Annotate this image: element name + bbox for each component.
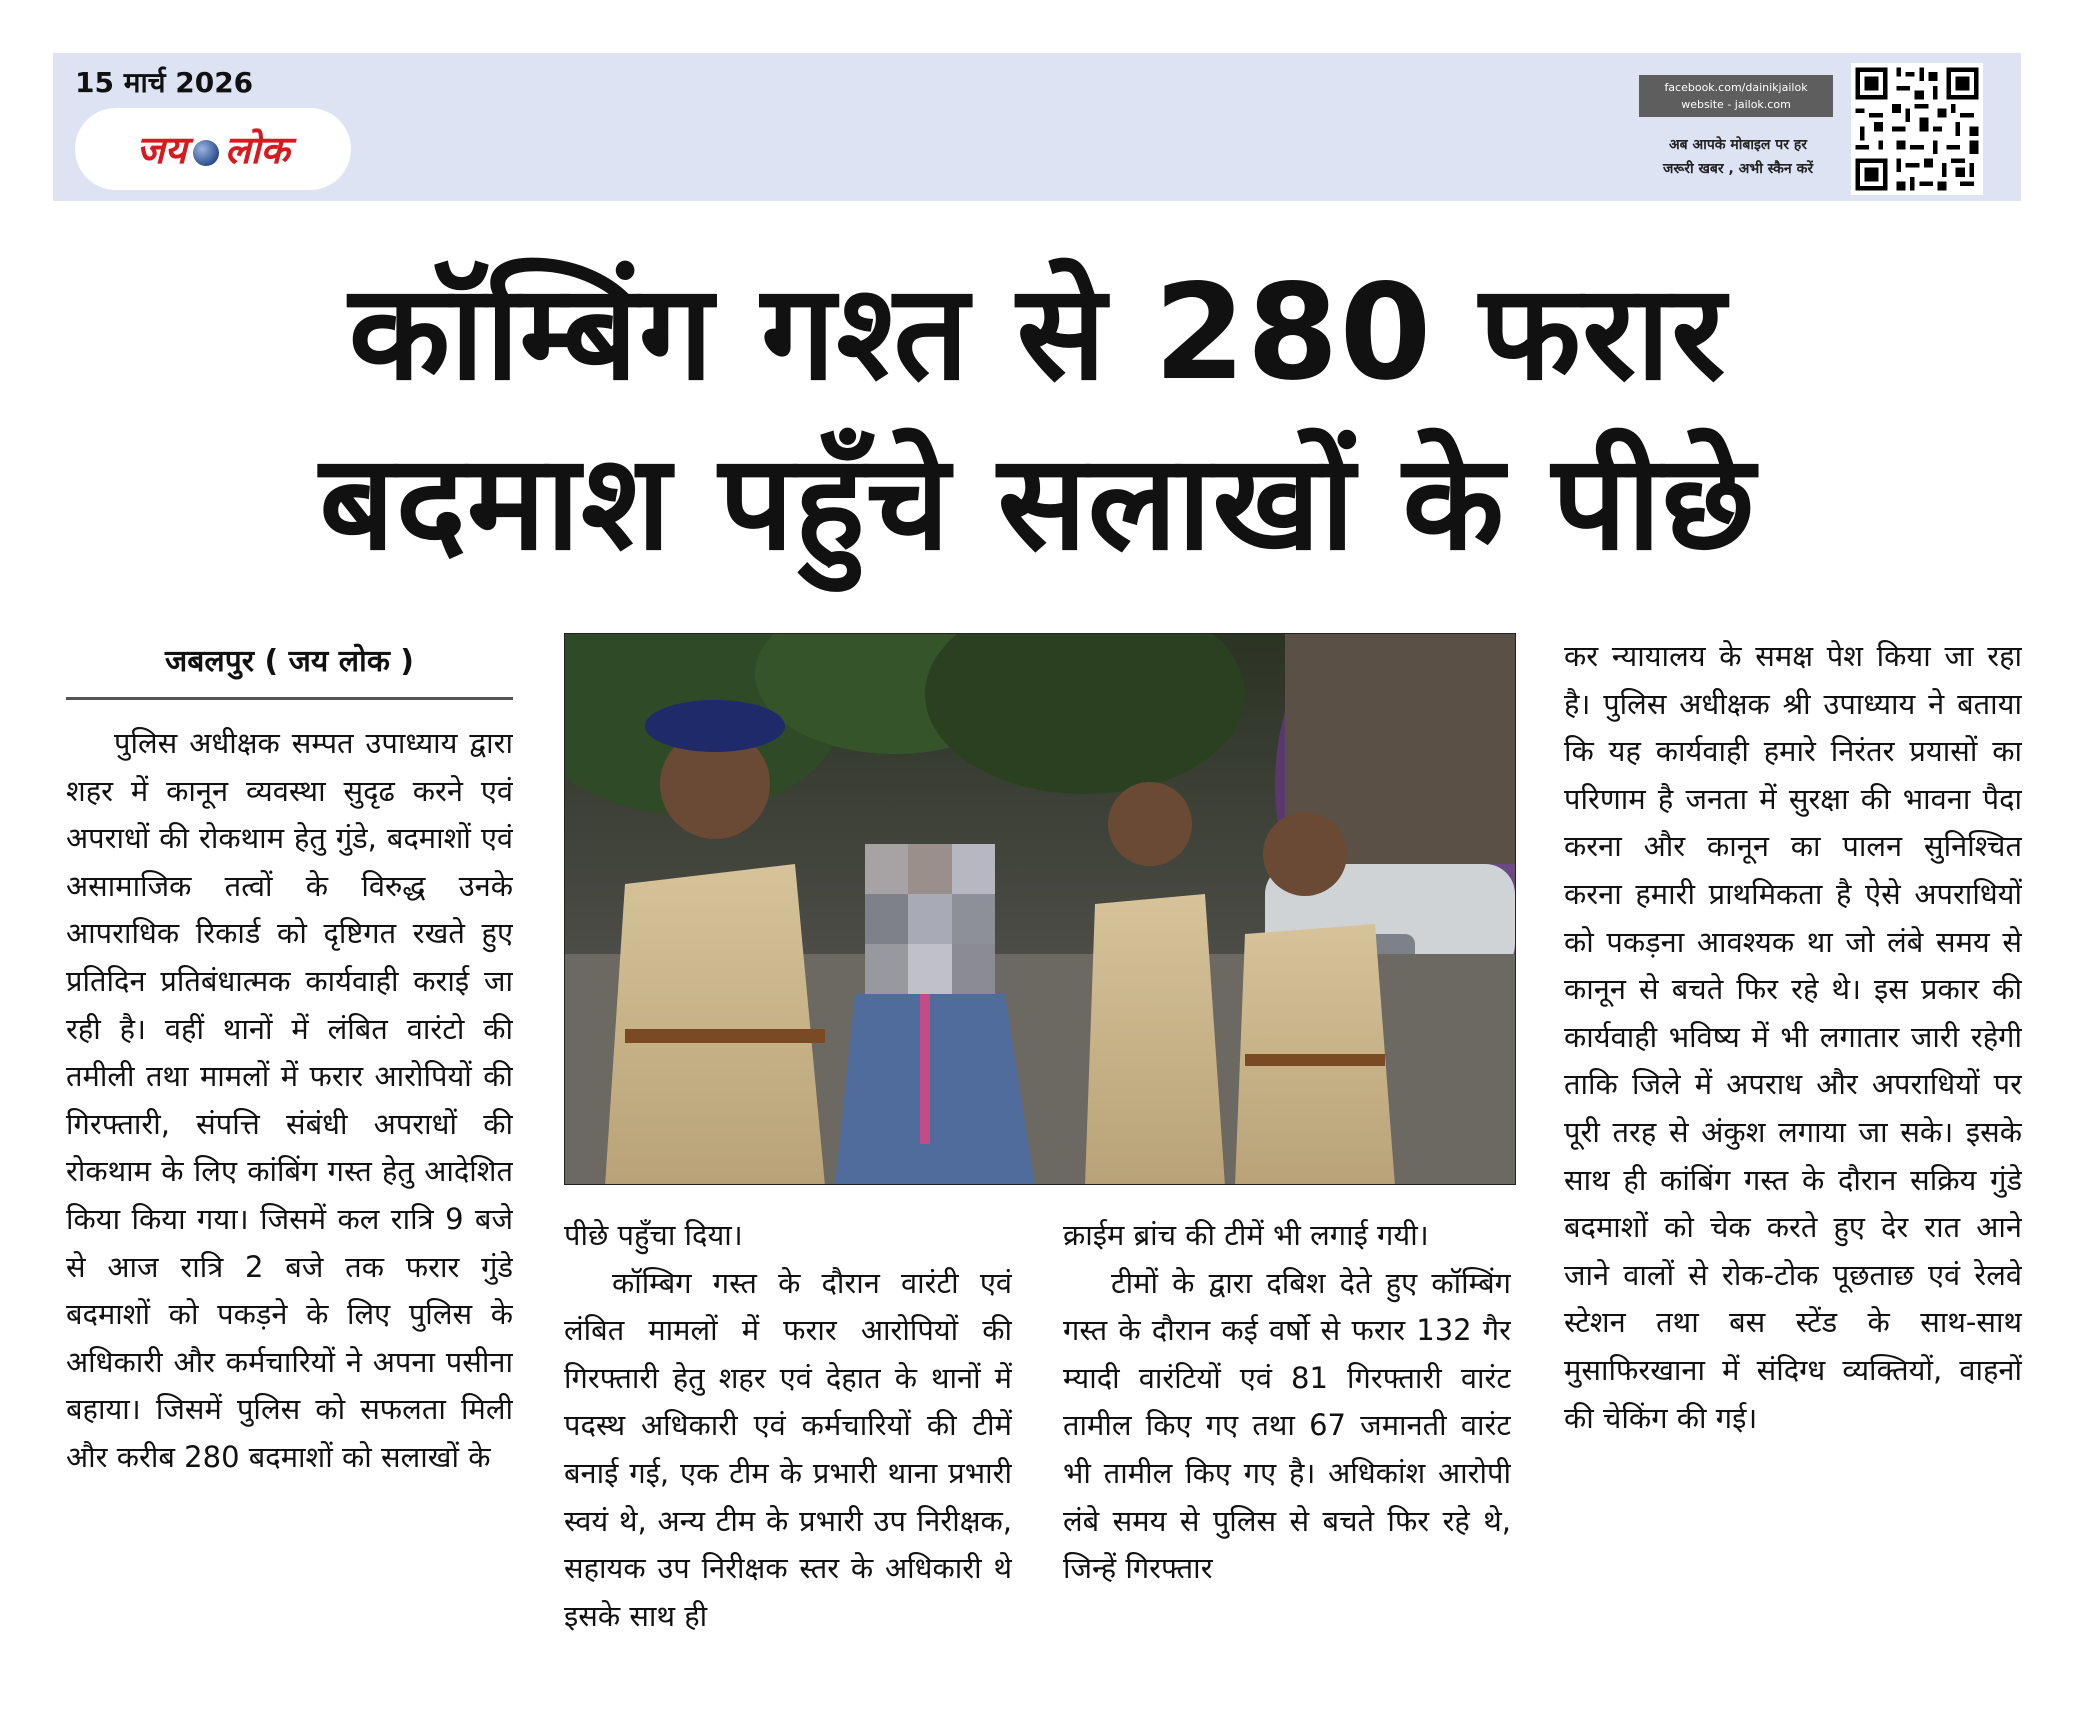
article-paragraph: कर न्यायालय के समक्ष पेश किया जा रहा है। पुलिस अधीक्षक श्री उपाध्याय ने बताया कि यह कार्यवाही हमारे निरंतर प्रयासों का परिणाम है जनता में सुरक्षा की भावना पैदा करना और कानून का पालन सुनिश्चित करना हमारी प्राथमिकता है ऐसे अपराधियों को पकड़ना आवश्यक था जो लंबे समय से कानून से बचते फिर रहे थे। इस प्रकार की कार्यवाही भविष्य में भी लगातार जारी रहेगी ताकि जिले में अपराध और अपराधियों पर पूरी तरह से अंकुश लगाया जा सके। इसके साथ ही कांबिंग गस्त के दौरान सक्रिय गुंडे बदमाशों को चेक करते हुए देर रात आने जाने वालों से रोक-टोक पूछताछ एवं रेलवे स्टेशन तथा बस स्टेंड के साथ-साथ मुसाफिरखाना में संदिग्ध व्यक्तियों, वाहनों की चेकिंग की गई। <box>1564 639 2022 1435</box>
facebook-link[interactable]: facebook.com/dainikjailok <box>1664 81 1808 94</box>
scan-prompt <box>1639 133 1837 181</box>
scan-prompt-line-1: अब आपके मोबाइल पर हर <box>1668 137 1808 153</box>
headline-line-2: बदमाश पहुँचे सलाखों के पीछे <box>319 426 1756 580</box>
scan-prompt-line-2: जरूरी खबर , अभी स्कैन करें <box>1662 161 1814 177</box>
newspaper-logo[interactable] <box>75 108 351 190</box>
article-column-3 <box>1063 1212 1511 1682</box>
article-paragraph: क्राईम ब्रांच की टीमें भी लगाई गयी। <box>1063 1218 1429 1252</box>
article-column-1 <box>66 720 513 1680</box>
dateline: जबलपुर ( जय लोक ) <box>164 644 415 679</box>
news-photo <box>564 633 1516 1185</box>
article-column-2 <box>564 1212 1012 1682</box>
logo-text-right: लोक <box>224 128 290 172</box>
masthead <box>53 53 2021 201</box>
headline-line-1: कॉम्बिंग गश्त से 280 फरार <box>348 256 1727 410</box>
headline <box>40 248 2035 588</box>
social-links <box>1639 75 1833 117</box>
qr-code-icon[interactable] <box>1851 63 1983 195</box>
article-column-4 <box>1564 633 2022 1683</box>
issue-date: 15 मार्च 2026 <box>75 66 254 99</box>
article-paragraph: टीमों के द्वारा दबिश देते हुए कॉम्बिंग गस्त के दौरान कई वर्षो से फरार 132 गैर म्यादी वारंटियों एवं 81 गिरफ्तारी वारंट तामील किए गए तथा 67 जमानती वारंट भी तामील किए गए है। अधिकांश आरोपी लंबे समय से पुलिस से बचते फिर रहे थे, जिन्हें गिरफ्तार <box>1063 1265 1511 1586</box>
article-paragraph: कॉम्बिग गस्त के दौरान वारंटी एवं लंबित मामलों में फरार आरोपियों की गिरफ्तारी हेतु शहर एवं देहात के थानों में पदस्थ अधिकारी एवं कर्मचारियों की टीमें बनाई गई, एक टीम के प्रभारी थाना प्रभारी स्वयं थे, अन्य टीम के प्रभारी उप निरीक्षक, सहायक उप निरीक्षक स्तर के अधिकारी थे इसके साथ ही <box>564 1265 1012 1633</box>
globe-icon <box>193 140 219 166</box>
article-paragraph: पुलिस अधीक्षक सम्पत उपाध्याय द्वारा शहर में कानून व्यवस्था सुदृढ करने एवं अपराधों की रोकथाम हेतु गुंडे, बदमाशों एवं असामाजिक तत्वों के विरुद्ध उनके आपराधिक रिकार्ड को दृष्टिगत रखते हुए प्रतिदिन प्रतिबंधात्मक कार्यवाही कराई जा रही है। वहीं थानों में लंबित वारंटो की तमीली तथा मामलों में फरार आरोपियों की गिरफ्तारी, संपत्ति संबंधी अपराधों की रोकथाम के लिए कांबिंग गस्त हेतु आदेशित किया किया गया। जिसमें कल रात्रि 9 बजे से आज रात्रि 2 बजे तक फरार गुंडे बदमाशों को पकड़ने के लिए पुलिस के अधिकारी और कर्मचारियों ने अपना पसीना बहाया। जिसमें पुलिस को सफलता मिली और करीब 280 बदमाशों को सलाखों के <box>66 726 513 1474</box>
dateline-divider <box>66 697 513 700</box>
article-paragraph: पीछे पहुँचा दिया। <box>564 1218 743 1252</box>
logo-text-left: जय <box>136 128 187 172</box>
website-link[interactable]: website - jailok.com <box>1681 98 1791 111</box>
